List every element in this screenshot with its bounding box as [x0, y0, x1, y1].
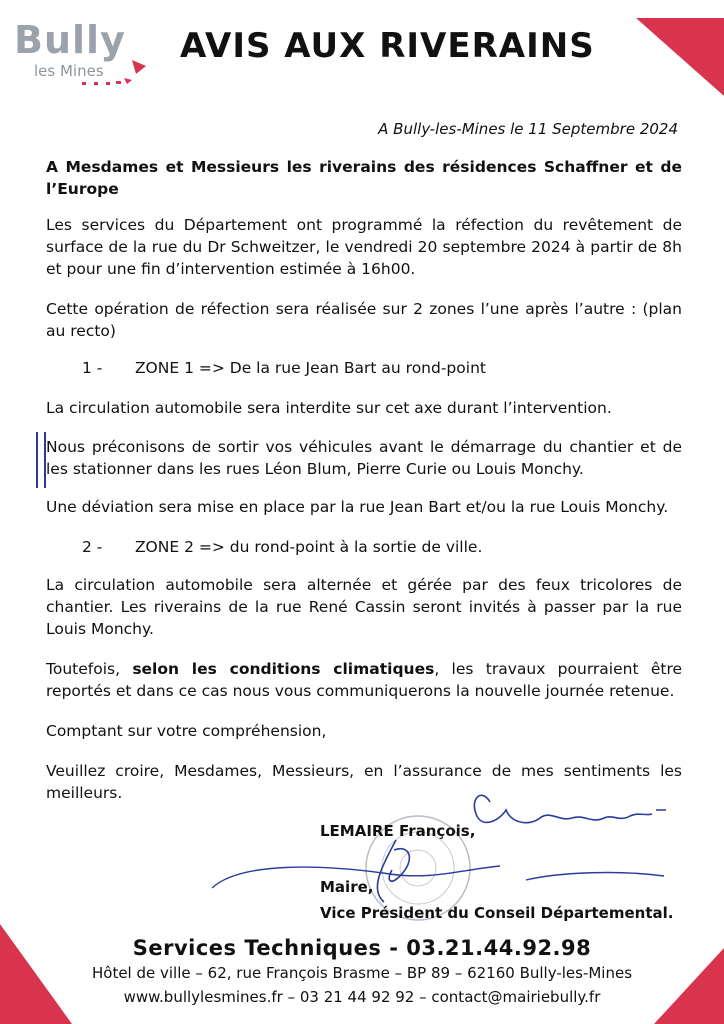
weather-bold: selon les conditions climatiques — [132, 660, 435, 678]
paragraph-weather — [46, 658, 682, 702]
salutation: A Mesdames et Messieurs les riverains des résidences Schaffner et de l’Europe — [46, 158, 682, 198]
signatory-name: LEMAIRE François, — [320, 822, 476, 840]
weather-before: Toutefois, — [46, 660, 133, 678]
paragraph-zones: Cette opération de réfection sera réalisée sur 2 zones l’une après l’autre : (plan au recto) — [46, 300, 682, 340]
paragraph-regards: Veuillez croire, Mesdames, Messieurs, en l’assurance de mes sentiments les meilleurs. — [46, 762, 682, 802]
logo-subtitle: les Mines — [34, 62, 104, 80]
handwritten-signature — [200, 780, 680, 920]
zone-1-text: ZONE 1 => De la rue Jean Bart au rond-point — [134, 359, 486, 377]
bully-logo — [14, 18, 154, 96]
footer-address: Hôtel de ville – 62, rue François Brasme – BP 89 – 62160 Bully-les-Mines — [91, 964, 633, 982]
zone-2-item — [82, 536, 482, 558]
weather-after: , les travaux pourraient être reportés et dans ce cas nous vous communiquerons la nouvelle journée retenue. — [46, 660, 683, 700]
date-line: A Bully-les-Mines le 11 Septembre 2024 — [378, 120, 678, 138]
zone-2-text: ZONE 2 => du rond-point à la sortie de ville. — [134, 538, 483, 556]
footer-title: Services Techniques - 03.21.44.92.98 — [132, 936, 592, 960]
page-title: AVIS AUX RIVERAINS — [180, 26, 595, 66]
handwritten-margin-mark — [36, 432, 46, 488]
logo-name: Bully — [14, 18, 126, 62]
zone-2-number: 2 - — [82, 538, 103, 556]
paragraph-traffic-ban: La circulation automobile sera interdite sur cet axe durant l’intervention. — [46, 399, 612, 417]
paragraph-schedule: Les services du Département ont programmé la réfection du revêtement de surface de la rue du Dr Schweitzer, le vendredi 20 septembre 2024 à partir de 8h et pour une fin d’intervention estimée à 16h00. — [46, 216, 682, 278]
logo-dots-icon — [14, 18, 154, 98]
footer-contact: www.bullylesmines.fr – 03 21 44 92 92 – contact@mairiebully.fr — [123, 988, 601, 1006]
zone-1-number: 1 - — [82, 359, 103, 377]
paragraph-closing: Comptant sur votre compréhension, — [46, 722, 327, 740]
paragraph-detour: Une déviation sera mise en place par la rue Jean Bart et/ou la rue Louis Monchy. — [46, 498, 669, 516]
corner-triangle-top-right — [636, 18, 724, 96]
signatory-role-vp: Vice Président du Conseil Départemental. — [320, 904, 674, 922]
signatory-role-mayor: Maire, — [320, 878, 374, 896]
zone-1-item — [82, 357, 486, 379]
paragraph-alternating-traffic: La circulation automobile sera alternée et gérée par des feux tricolores de chantier. Les riverains de la rue René Cassin seront invités à passer par la rue Louis Monchy. — [46, 576, 682, 638]
paragraph-parking: Nous préconisons de sortir vos véhicules avant le démarrage du chantier et de les stationner dans les rues Léon Blum, Pierre Curie ou Louis Monchy. — [46, 438, 682, 478]
